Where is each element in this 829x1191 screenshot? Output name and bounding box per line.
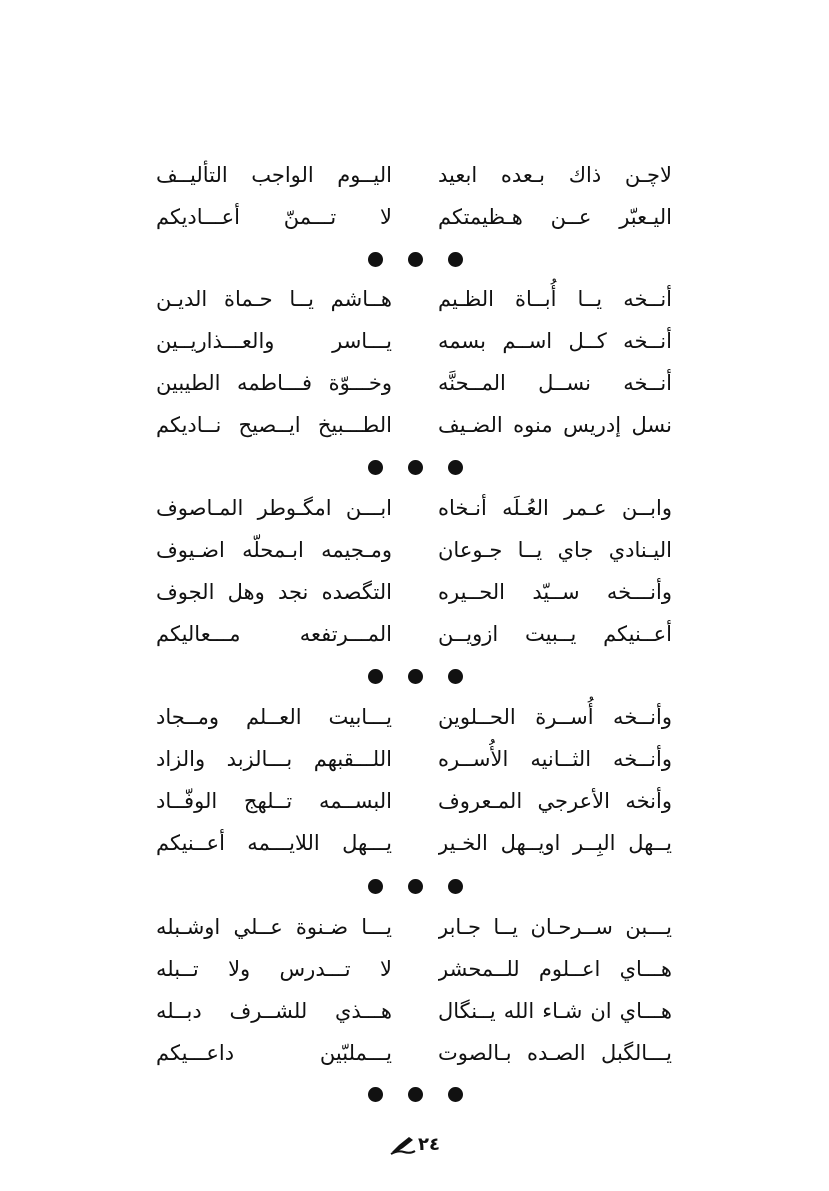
right-hemistich: وأنــخه الثــانيه الأُســره <box>438 747 672 771</box>
stanza-1 <box>0 154 829 238</box>
page-number <box>380 1128 450 1162</box>
left-hemistich: البســمه تــلهج الوفّــاد <box>156 789 392 813</box>
separator-dot-icon <box>408 252 423 267</box>
left-hemistich: هــاشم يــا حـماة الديـن <box>156 287 392 311</box>
verse-line <box>0 529 829 571</box>
left-hemistich: اليــوم الواجب التأليــف <box>156 163 392 187</box>
verse-line <box>0 154 829 196</box>
left-hemistich: لا تـــمنّ أعـــاديكم <box>156 205 392 229</box>
verse-line <box>0 948 829 990</box>
stanza-separator <box>0 446 829 488</box>
separator-dot-icon <box>368 879 383 894</box>
verse-line <box>0 822 829 864</box>
left-hemistich: يـــابيت العــلم ومــجاد <box>156 705 392 729</box>
left-hemistich: ومـجيمه ابـمحلّه اضـيوف <box>156 538 392 562</box>
verse-line <box>0 696 829 738</box>
right-hemistich: أعــنيكم يــبيت ازويــن <box>438 622 672 646</box>
verse-line <box>0 780 829 822</box>
page-number-text: ٢٤ <box>418 1134 440 1155</box>
right-hemistich: اليـنادي جاي يــا جـوعان <box>438 538 672 562</box>
right-hemistich: نسل إدريس منوه الضـيف <box>438 413 672 437</box>
verse-line <box>0 738 829 780</box>
right-hemistich: وابــن عـمر العُـلَه أنـخاه <box>438 496 672 520</box>
right-hemistich: يـــالگبل الصـده بـالصوت <box>438 1041 672 1065</box>
separator-dot-icon <box>408 669 423 684</box>
left-hemistich: لا تـــدرس ولا تــبله <box>156 957 392 981</box>
separator-dot-icon <box>408 879 423 894</box>
verse-line <box>0 278 829 320</box>
right-hemistich: يــهل البِــر اويــهل الخـير <box>438 831 672 855</box>
separator-dot-icon <box>448 460 463 475</box>
left-hemistich: يـــملبّين داعـــيكم <box>156 1041 392 1065</box>
left-hemistich: التگصده نجد وهل الجوف <box>156 580 392 604</box>
pen-icon <box>390 1135 416 1155</box>
verse-line <box>0 404 829 446</box>
left-hemistich: يـــهل اللايـــمه أعــنيكم <box>156 831 392 855</box>
left-hemistich: هـــذي للشــرف دبــله <box>156 999 392 1023</box>
left-hemistich: وخـــوّة فـــاطمه الطيبين <box>156 371 392 395</box>
stanza-separator <box>0 1073 829 1115</box>
right-hemistich: لاچـن ذاك بـعده ابعيد <box>438 163 672 187</box>
right-hemistich: أنــخه يــا أُبــاة الظـيم <box>438 287 672 311</box>
stanza-2 <box>0 278 829 446</box>
separator-dot-icon <box>368 460 383 475</box>
separator-dot-icon <box>368 669 383 684</box>
right-hemistich: وأنخه الأعرجي المـعروف <box>438 789 672 813</box>
stanza-separator <box>0 655 829 697</box>
left-hemistich: المـــرتفعه مـــعاليكم <box>156 622 392 646</box>
left-hemistich: ابـــن امگـوطر المـاصوف <box>156 496 392 520</box>
separator-dot-icon <box>448 1087 463 1102</box>
stanza-4 <box>0 696 829 864</box>
left-hemistich: الطـــبيخ ايــصيح نــاديكم <box>156 413 392 437</box>
verse-line <box>0 571 829 613</box>
verse-line <box>0 990 829 1032</box>
separator-dot-icon <box>448 879 463 894</box>
verse-line <box>0 906 829 948</box>
verse-line <box>0 320 829 362</box>
left-hemistich: اللـــقبهم بـــالزبد والزاد <box>156 747 392 771</box>
right-hemistich: أنــخه كــل اســم بسمه <box>438 329 672 353</box>
stanza-separator <box>0 238 829 280</box>
right-hemistich: اليـعبّر عــن هـظيمتكم <box>438 205 672 229</box>
separator-dot-icon <box>448 669 463 684</box>
verse-line <box>0 1032 829 1074</box>
right-hemistich: هـــاي اعــلوم للــمحشر <box>438 957 672 981</box>
verse-line <box>0 613 829 655</box>
separator-dot-icon <box>448 252 463 267</box>
separator-dot-icon <box>368 1087 383 1102</box>
verse-line <box>0 196 829 238</box>
right-hemistich: أنــخه نســل المــحنَّه <box>438 371 672 395</box>
right-hemistich: هـــاي ان شـاء الله يــنگال <box>438 999 672 1023</box>
separator-dot-icon <box>408 1087 423 1102</box>
stanza-5 <box>0 906 829 1074</box>
right-hemistich: وأنـــخه ســيّد الحــيره <box>438 580 672 604</box>
right-hemistich: وأنــخه أُســرة الحــلوين <box>438 705 672 729</box>
stanza-3 <box>0 487 829 655</box>
right-hemistich: يـــبن ســرحـان يــا جـابر <box>438 915 672 939</box>
separator-dot-icon <box>368 252 383 267</box>
separator-dot-icon <box>408 460 423 475</box>
verse-line <box>0 362 829 404</box>
verse-line <box>0 487 829 529</box>
left-hemistich: يـــاسر والعـــذاريــين <box>156 329 392 353</box>
left-hemistich: يـــا ضـنوة عــلي اوشـبله <box>156 915 392 939</box>
stanza-separator <box>0 865 829 907</box>
